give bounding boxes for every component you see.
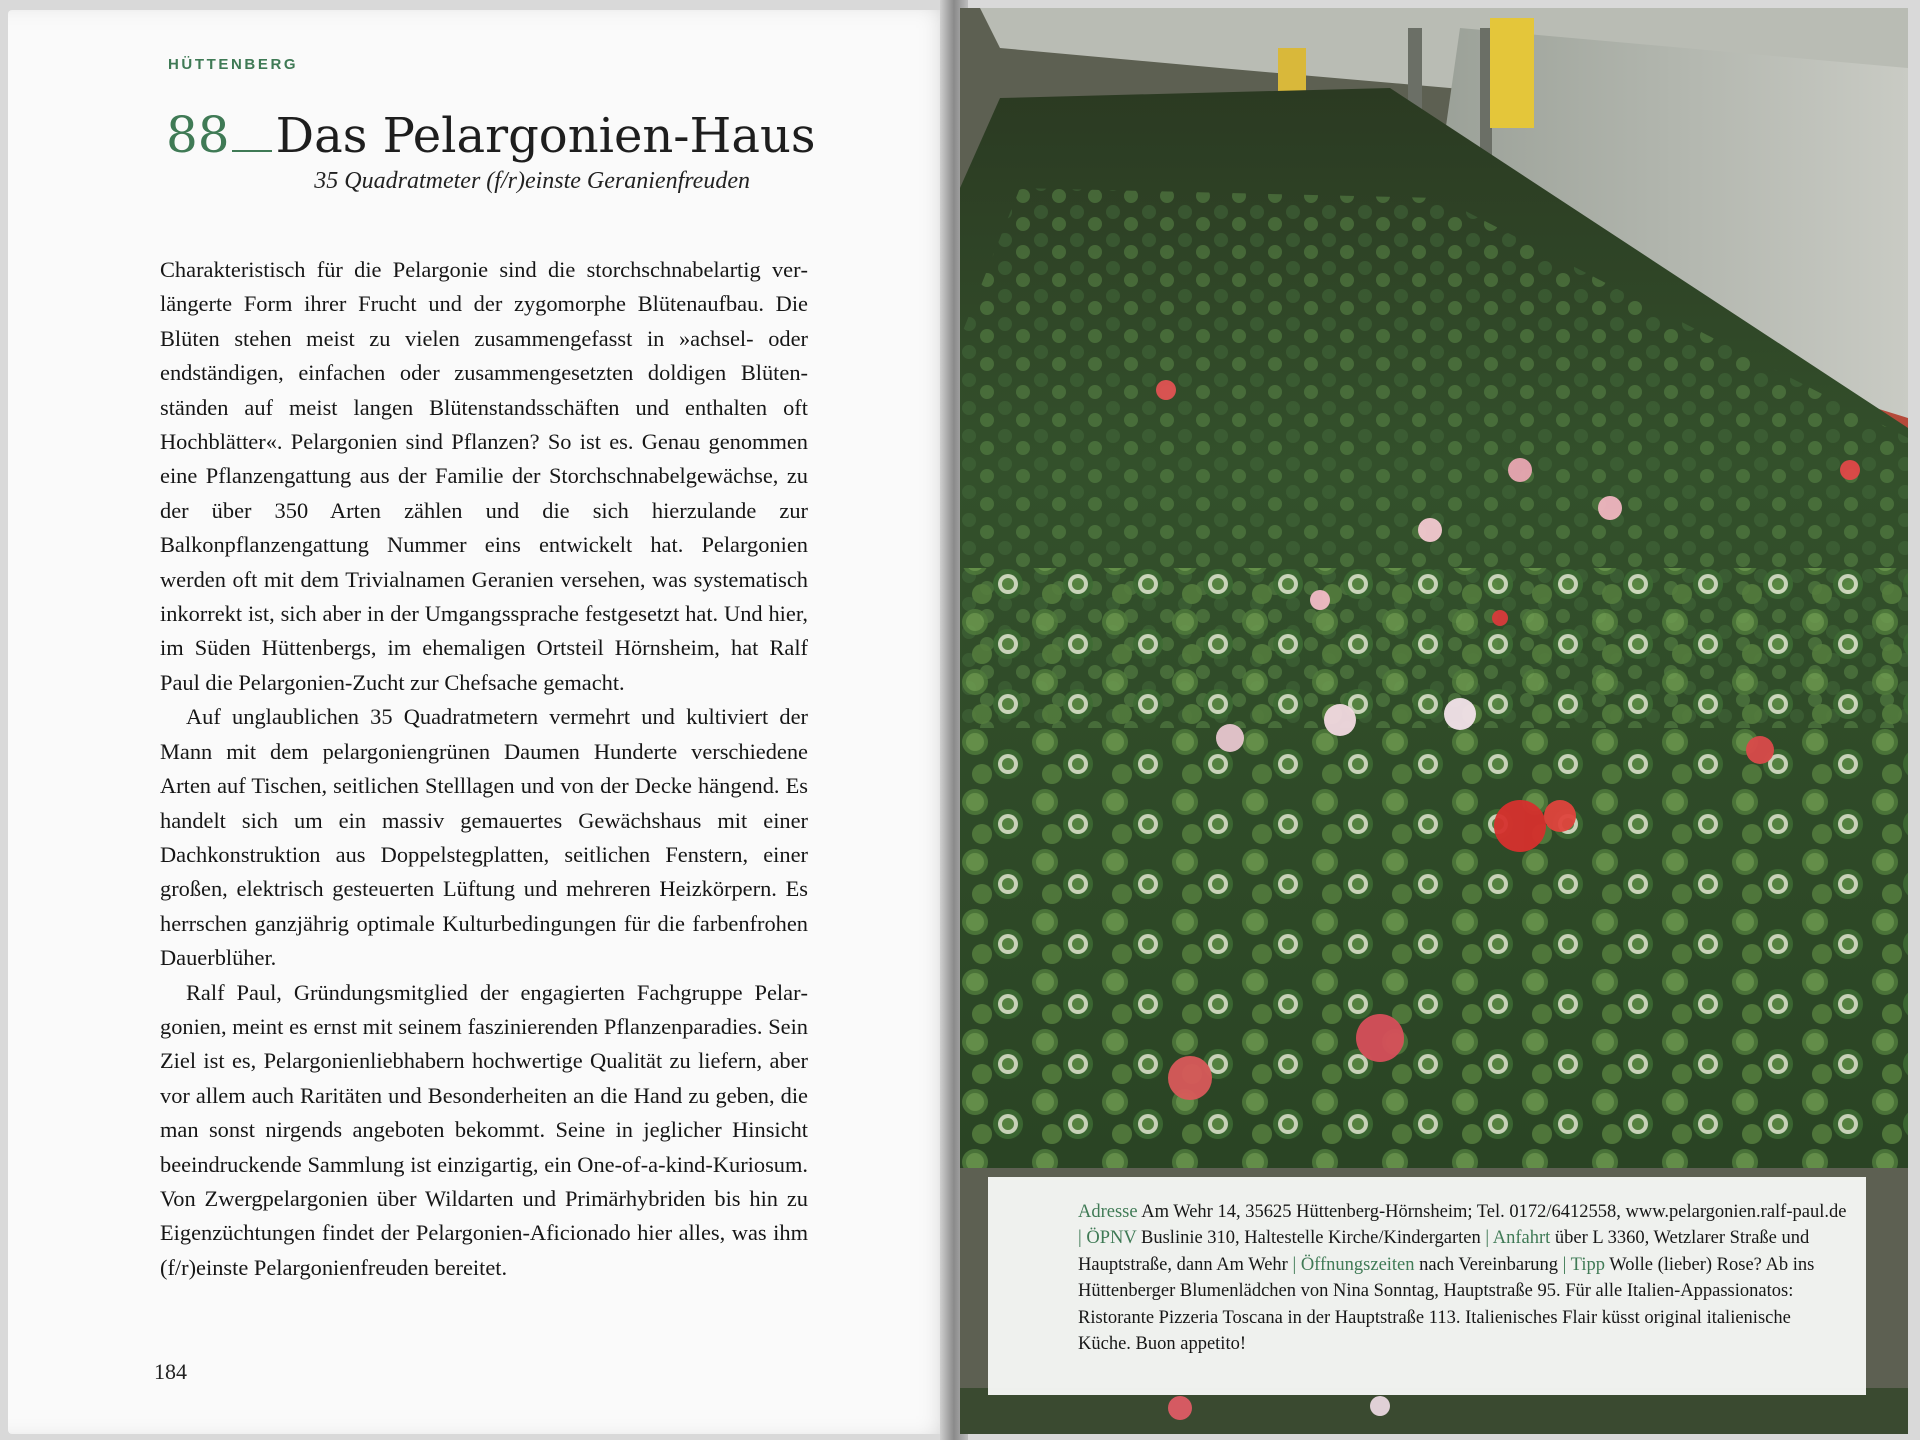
tip-label: Tipp — [1570, 1254, 1605, 1275]
transit-label: ÖPNV — [1086, 1228, 1137, 1249]
chapter-separator — [232, 150, 272, 152]
separator: | — [1078, 1228, 1082, 1249]
separator: | — [1292, 1254, 1297, 1275]
left-page — [8, 10, 956, 1434]
running-head: HÜTTENBERG — [168, 56, 299, 73]
paragraph: Auf unglaublichen 35 Quadratmetern vermehrt und kultiviert der Mann mit dem pelargoniengrünen Daumen Hunderte verschiedene Arten auf Tischen, seitlichen Stelllagen und von der Decke hängend. Es handelt sich um ein massiv gemauertes Gewächshaus mit einer Dachkonstruktion aus Doppelstegplatten, seitlichen Fenstern, einer großen, elektrisch gesteuerten Lüftung und mehreren Heizkörpern. Es herrschen ganzjährig optimale Kulturbedingungen für die farbenfrohen Dauerblüher. — [160, 704, 808, 971]
chapter-title: Das Pelargonien-Haus — [275, 108, 816, 164]
separator: | — [1562, 1254, 1567, 1275]
chapter-heading — [166, 106, 816, 164]
hours-label: Öffnungszeiten — [1300, 1254, 1415, 1275]
transit-text: Buslinie 310, Haltestelle Kirche/Kindergarten — [1141, 1228, 1481, 1249]
hours-text: nach Vereinbarung — [1419, 1254, 1559, 1275]
paragraph: Charakteristisch für die Pelargonie sind die storchschnabelartig verlängerte Form ihrer Frucht und der zygomorphe Blütenaufbau. Die Blüten stehen meist zu vielen zusammengefasst in »achsel- oder endständigen, einfachen oder zusammengesetzten doldigen Blütenständen auf meist langen Blütenstandsschäften und enthalten oft Hochblätter«. Pelargonien sind Pflanzen? So ist es. Genau genommen eine Pflanzengattung aus der Familie der Storchschnabelgewächse, zu der über 350 Arten zählen und die sich hierzulande zur Balkonpflanzengattung Nummer eins entwickelt hat. Pelargonien werden oft mit dem Trivialnamen Geranien versehen, was systematisch inkorrekt ist, sich aber in der Umgangssprache festgesetzt hat. Und hier, im Süden Hüttenbergs, im ehemaligen Ortsteil Hörnsheim, hat Ralf Paul die Pelargonien-Zucht zur Chefsache gemacht. — [160, 257, 808, 695]
page-number: 184 — [154, 1359, 187, 1384]
chapter-subtitle: 35 Quadratmeter (f/r)einste Geranienfreuden — [314, 168, 750, 194]
body-text — [160, 253, 808, 1285]
directions-label: Anfahrt — [1492, 1228, 1551, 1249]
right-page — [960, 8, 1908, 1434]
info-box — [988, 1177, 1866, 1395]
separator: | — [1485, 1228, 1490, 1249]
chapter-number: 88 — [166, 106, 230, 164]
address-label: Adresse — [1078, 1202, 1138, 1222]
address-text: Am Wehr 14, 35625 Hüttenberg-Hörnsheim; Tel. 0172/6412558, www.pelargonien.ralf-paul.de — [1141, 1202, 1847, 1222]
paragraph: Ralf Paul, Gründungsmitglied der engagierten Fachgruppe Pelargonien, meint es ernst mit seinem faszinierenden Pflanzenparadies. Sein Ziel ist es, Pelargonienliebhabern hochwertige Qualität zu liefern, aber vor allem auch Raritäten und Besonderheiten an die Hand zu geben, die man sonst nirgends angeboten bekommt. Seine in jeglicher Hinsicht beeindruckende Sammlung ist einzigartig, ein One-of-a-kind-Kuriosum. Von Zwergpelargonien über Wildarten und Primärhybriden bis hin zu Eigenzüchtungen findet der Pelargonien-Aficionado hier alles, was ihm (f/r)einste Pelargonienfreuden bereitet. — [160, 979, 808, 1280]
tip-text: Wolle (lieber) Rose? Ab ins Hüttenberger Blumenlädchen von Nina Sonntag, Hauptstraße 95. Für alle Italien-Appassionatos: Ristorante Pizzeria Toscana in der Hauptstraße 113. Italienisches Flair küsst original italienische Küche. Buon appetito! — [1078, 1254, 1815, 1355]
directions-text: über L 3360, Wetzlarer Straße und Hauptstraße, dann Am Wehr — [1078, 1228, 1810, 1275]
